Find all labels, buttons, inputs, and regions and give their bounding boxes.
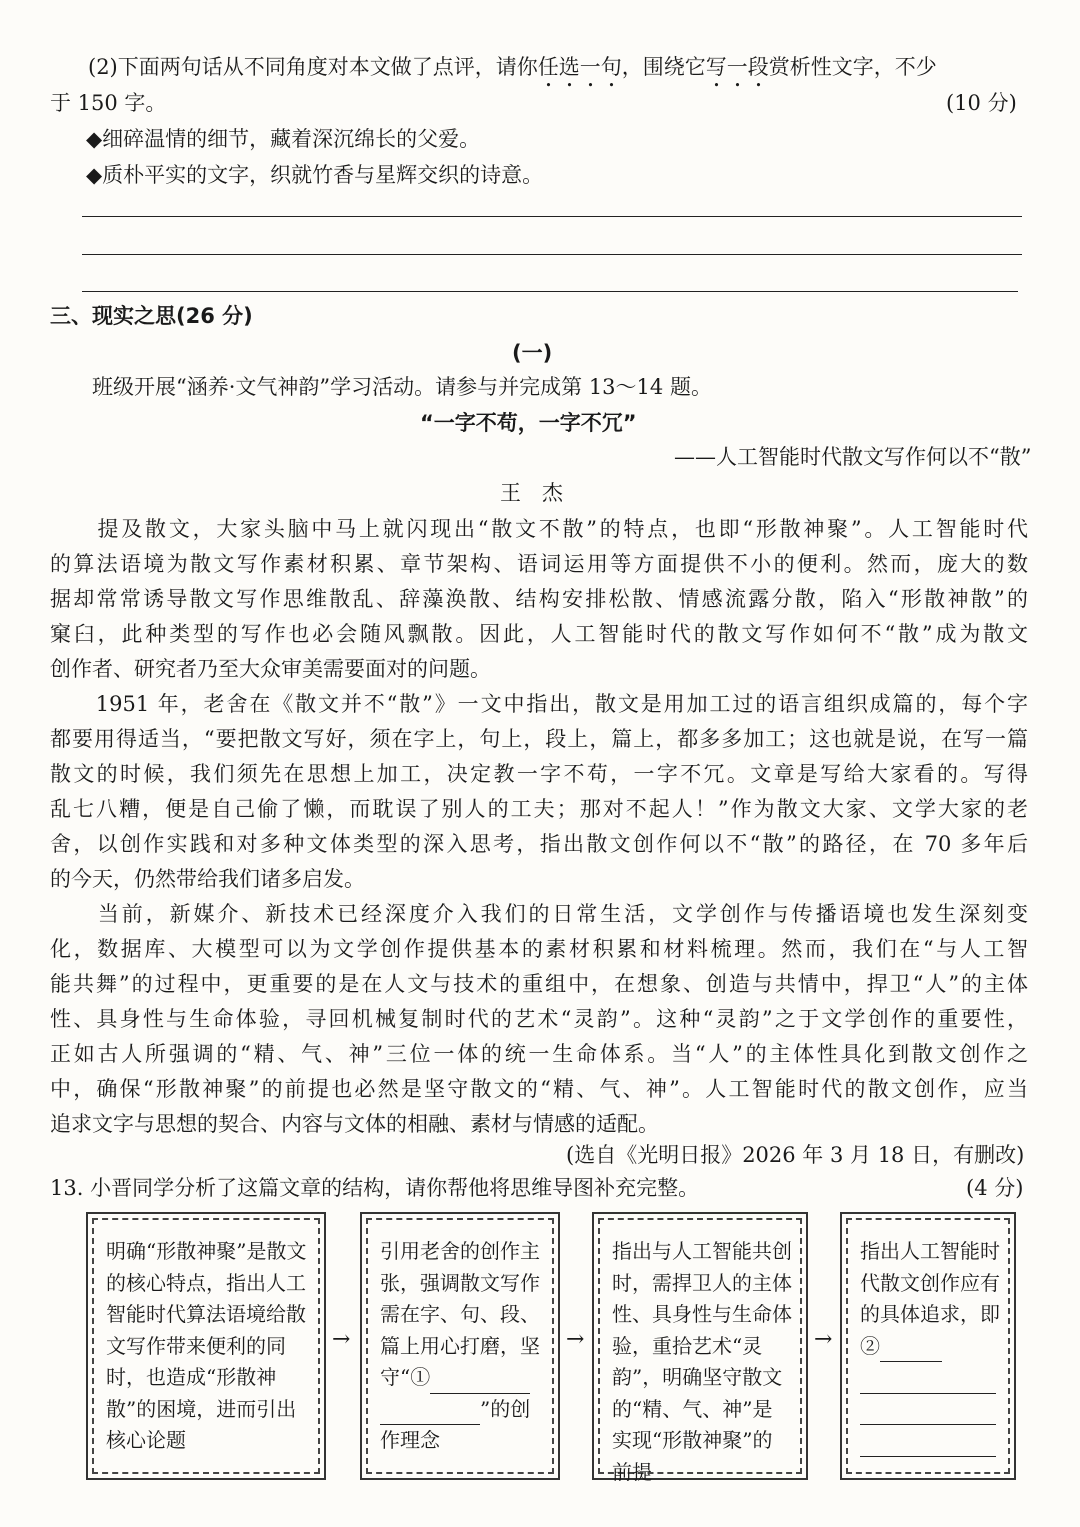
- mindmap-box-4: [840, 1212, 1016, 1480]
- arrow-icon: →: [814, 1327, 833, 1352]
- article-title: “一字不苟，一字不冗”: [420, 411, 637, 435]
- answer-line[interactable]: [82, 254, 1022, 255]
- article-line: 据却常常诱导散文写作思维散乱、辞藻涣散、结构安排松散、情感流露分散，陷入“形散神散”的: [50, 587, 1028, 611]
- blank-2-line[interactable]: [860, 1371, 996, 1394]
- mindmap-box-1: [86, 1212, 326, 1480]
- article-source: (选自《光明日报》2026 年 3 月 18 日，有删改): [566, 1143, 1025, 1167]
- mindmap-box-4-text: 指出人工智能时代散文创作应有的具体追求，即②: [860, 1236, 1000, 1457]
- q12-option-2: ◆质朴平实的文字，织就竹香与星辉交织的诗意。: [86, 163, 544, 187]
- section-intro: 班级开展“涵养·文气神韵”学习活动。请参与并完成第 13～14 题。: [92, 375, 712, 399]
- article-line: 创作者、研究者乃至大众审美需要面对的问题。: [50, 657, 491, 681]
- blank-1-cont[interactable]: [380, 1402, 480, 1425]
- mindmap-box-3: [592, 1212, 808, 1484]
- answer-line[interactable]: [82, 291, 1018, 292]
- q12-option-1: ◆细碎温情的细节，藏着深沉绵长的父爱。: [86, 127, 481, 151]
- article-line: 窠臼，此种类型的写作也必会随风飘散。因此，人工智能时代的散文写作如何不“散”成为散文: [50, 622, 1028, 646]
- article-line: 能共舞”的过程中，更重要的是在人文与技术的重组中，在想象、创造与共情中，捍卫“人”的主体: [50, 972, 1028, 996]
- article-line: 提及散文，大家头脑中马上就闪现出“散文不散”的特点，也即“形散神聚”。人工智能时代: [50, 517, 1028, 541]
- article-line: 正如古人所强调的“精、气、神”三位一体的统一生命体系。当“人”的主体性具化到散文创作之: [50, 1042, 1028, 1066]
- section-heading: 三、现实之思(26 分): [50, 304, 253, 328]
- blank-1[interactable]: [430, 1371, 530, 1394]
- q13-prompt: 13. 小晋同学分析了这篇文章的结构，请你帮他将思维导图补充完整。: [50, 1176, 700, 1200]
- article-line: 舍，以创作实践和对多种文体类型的深入思考，指出散文创作何以不“散”的路径，在 70 多年后: [50, 832, 1028, 856]
- article-line: 性、具身性与生命体验，寻回机械复制时代的艺术“灵韵”。这种“灵韵”之于文学创作的重要性，: [50, 1007, 1028, 1031]
- article-line: 乱七八糟，便是自己偷了懒，而耽误了别人的工夫；那对不起人！”作为散文大家、文学大家的老: [50, 797, 1028, 821]
- subsection-number: (一): [512, 341, 553, 365]
- q12-prompt-line2: 于 150 字。: [50, 91, 167, 115]
- q13-score: (4 分): [966, 1176, 1024, 1200]
- mindmap-box-3-text: 指出与人工智能共创时，需捍卫人的主体性、具身性与生命体验，重拾艺术“灵韵”，明确坚守散文的“精、气、神”是实现“形散神聚”的前提: [612, 1239, 792, 1484]
- answer-line[interactable]: [82, 216, 1022, 217]
- article-line: 化，数据库、大模型可以为文学创作提供基本的素材积累和材料梳理。然而，我们在“与人工智: [50, 937, 1028, 961]
- blank-2-line[interactable]: [860, 1434, 996, 1457]
- q12-prompt-line1: (2)下面两句话从不同角度对本文做了点评，请你任选一句，围绕它写一段赏析性文字，不少: [88, 55, 937, 79]
- article-line: 当前，新媒介、新技术已经深度介入我们的日常生活，文学创作与传播语境也发生深刻变: [50, 902, 1028, 926]
- article-line: 都要用得适当，“要把散文写好，须在字上，句上，段上，篇上，都多多加工；这也就是说，在写一篇: [50, 727, 1028, 751]
- article-line: 1951 年，老舍在《散文并不“散”》一文中指出，散文是用加工过的语言组织成篇的，每个字: [50, 692, 1028, 716]
- article-author: 王 杰: [500, 481, 563, 505]
- arrow-icon: →: [332, 1327, 351, 1352]
- article-line: 的算法语境为散文写作素材积累、章节架构、语词运用等方面提供不小的便利。然而，庞大的数: [50, 552, 1028, 576]
- arrow-icon: →: [566, 1327, 585, 1352]
- mindmap-box-2: [360, 1212, 560, 1480]
- article-line: 的今天，仍然带给我们诸多启发。: [50, 867, 365, 891]
- emphasis-dots: 任选一句: [537, 55, 622, 79]
- article-line: 散文的时候，我们须先在思想上加工，决定教一字不苟，一字不冗。文章是写给大家看的。写得: [50, 762, 1028, 786]
- mindmap-box-1-text: 明确“形散神聚”是散文的核心特点，指出人工智能时代算法语境给散文写作带来便利的同时，也造成“形散神散”的困境，进而引出核心论题: [106, 1239, 307, 1452]
- article-line: 追求文字与思想的契合、内容与文体的相融、素材与情感的适配。: [50, 1112, 659, 1136]
- article-line: 中，确保“形散神聚”的前提也必然是坚守散文的“精、气、神”。人工智能时代的散文创作，应当: [50, 1077, 1028, 1101]
- mindmap-box-2-text: 引用老舍的创作主张，强调散文写作需在字、句、段、篇上用心打磨，坚守“① ”的创作理念: [380, 1239, 540, 1452]
- article-subtitle: ——人工智能时代散文写作何以不“散”: [674, 445, 1032, 469]
- blank-2[interactable]: [880, 1339, 942, 1362]
- emphasis-dots: 写一段: [705, 55, 769, 79]
- q12-score: (10 分): [946, 91, 1017, 115]
- blank-2-line[interactable]: [860, 1402, 996, 1425]
